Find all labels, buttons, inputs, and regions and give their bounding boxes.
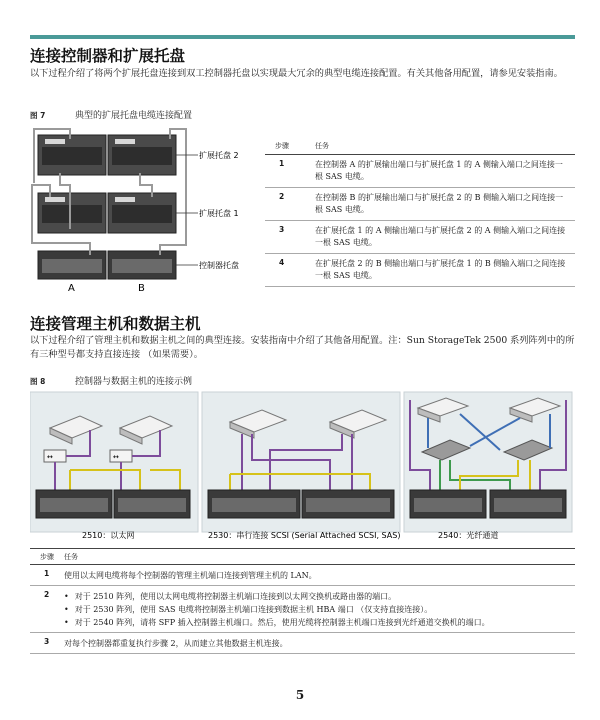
- step-text: 在控制器 B 的扩展输出端口与扩展托盘 2 的 B 侧输入端口之间连接一根 SAS 电缆。: [315, 193, 564, 214]
- section-intro-hosts: 以下过程介绍了管理主机和数据主机之间的典型连接。安装指南中介绍了其他备用配置。注：Sun StorageTek 2500 系列阵列中的所有三种型号都支持直接连接 （如果需要）。: [30, 335, 575, 360]
- panel-2510: [30, 392, 198, 532]
- label-controller-tray: 控制器托盘: [199, 261, 239, 270]
- section-title-controllers: 连接控制器和扩展托盘: [30, 47, 186, 65]
- steps-table-1: [265, 138, 575, 287]
- step-number: 3: [279, 225, 285, 234]
- step-row: [30, 565, 575, 586]
- section-intro-controllers: 以下过程介绍了将两个扩展托盘连接到双工控制器托盘以实现最大冗余的典型电缆连接配置。有关其他备用配置，请参见安装指南。: [30, 68, 563, 79]
- step-number: 1: [44, 569, 50, 578]
- figure-8-diagram: [30, 390, 575, 542]
- label-2540: 2540：光纤通道: [438, 531, 499, 540]
- step-bullet: • 对于 2540 阵列，请将 SFP 插入控制器主机端口。然后，使用光缆将控制器主机端口连接到光纤通道交换机的端口。: [64, 616, 575, 629]
- figure-8-caption: 控制器与数据主机的连接示例: [75, 377, 193, 387]
- header-task: 任务: [315, 142, 329, 150]
- label-tray-2: 扩展托盘 2: [199, 151, 239, 160]
- panel-2530: [202, 392, 400, 532]
- steps-table-2: [30, 548, 575, 654]
- steps-table-2-header: [30, 548, 575, 565]
- step-number: 3: [44, 637, 50, 646]
- step-row: [265, 155, 575, 188]
- step-row: [30, 633, 575, 654]
- step-number: 2: [44, 590, 50, 599]
- steps-table-1-header: [265, 138, 575, 155]
- step-number: 1: [279, 159, 285, 168]
- top-rule: [30, 35, 575, 39]
- step-row: [265, 188, 575, 221]
- step-number: 2: [279, 192, 285, 201]
- step-row: [30, 586, 575, 633]
- step-row: [265, 221, 575, 254]
- header-step: 步骤: [275, 142, 289, 150]
- step-text: 在扩展托盘 1 的 A 侧输出端口与扩展托盘 2 的 A 侧输入端口之间连接一根 SAS 电缆。: [315, 226, 566, 247]
- label-2530: 2530：串行连接 SCSI (Serial Attached SCSI, SAS): [208, 531, 401, 540]
- figure-8-label: 图 8: [30, 377, 46, 386]
- label-2510: 2510：以太网: [82, 531, 135, 540]
- svg-text:↔: ↔: [47, 453, 53, 461]
- label-controller-a: A: [68, 283, 75, 294]
- page-number: 5: [295, 688, 305, 702]
- step-text: 在控制器 A 的扩展输出端口与扩展托盘 1 的 A 侧输入端口之间连接一根 SAS 电缆。: [315, 160, 563, 181]
- step-text: 对每个控制器都重复执行步骤 2，从而建立其他数据主机连接。: [64, 639, 288, 648]
- section-title-hosts: 连接管理主机和数据主机: [30, 315, 201, 333]
- step-row: [265, 254, 575, 287]
- header-step: 步骤: [40, 553, 54, 561]
- label-controller-b: B: [138, 283, 145, 294]
- figure-7-caption: 典型的扩展托盘电缆连接配置: [75, 111, 193, 121]
- label-tray-1: 扩展托盘 1: [199, 209, 239, 218]
- step-number: 4: [279, 258, 285, 267]
- figure-7-label: 图 7: [30, 111, 46, 120]
- step-text: 使用以太网电缆将每个控制器的管理主机端口连接到管理主机的 LAN。: [64, 571, 317, 580]
- step-bullet: • 对于 2510 阵列，使用以太网电缆将控制器主机端口连接到以太网交换机或路由器的端口。: [64, 590, 575, 603]
- figure-7-diagram: [30, 125, 260, 295]
- controller-tray: [38, 251, 176, 279]
- step-text: 在扩展托盘 2 的 B 侧输出端口与扩展托盘 1 的 B 侧输入端口之间连接一根 SAS 电缆。: [315, 259, 566, 280]
- header-task: 任务: [64, 553, 78, 561]
- expansion-tray-1: [38, 193, 176, 233]
- panel-2540: [404, 392, 572, 532]
- expansion-tray-2: [38, 135, 176, 175]
- step-bullet: • 对于 2530 阵列，使用 SAS 电缆将控制器主机端口连接到数据主机 HBA 端口 （仅支持直接连接）。: [64, 603, 575, 616]
- svg-text:↔: ↔: [113, 453, 119, 461]
